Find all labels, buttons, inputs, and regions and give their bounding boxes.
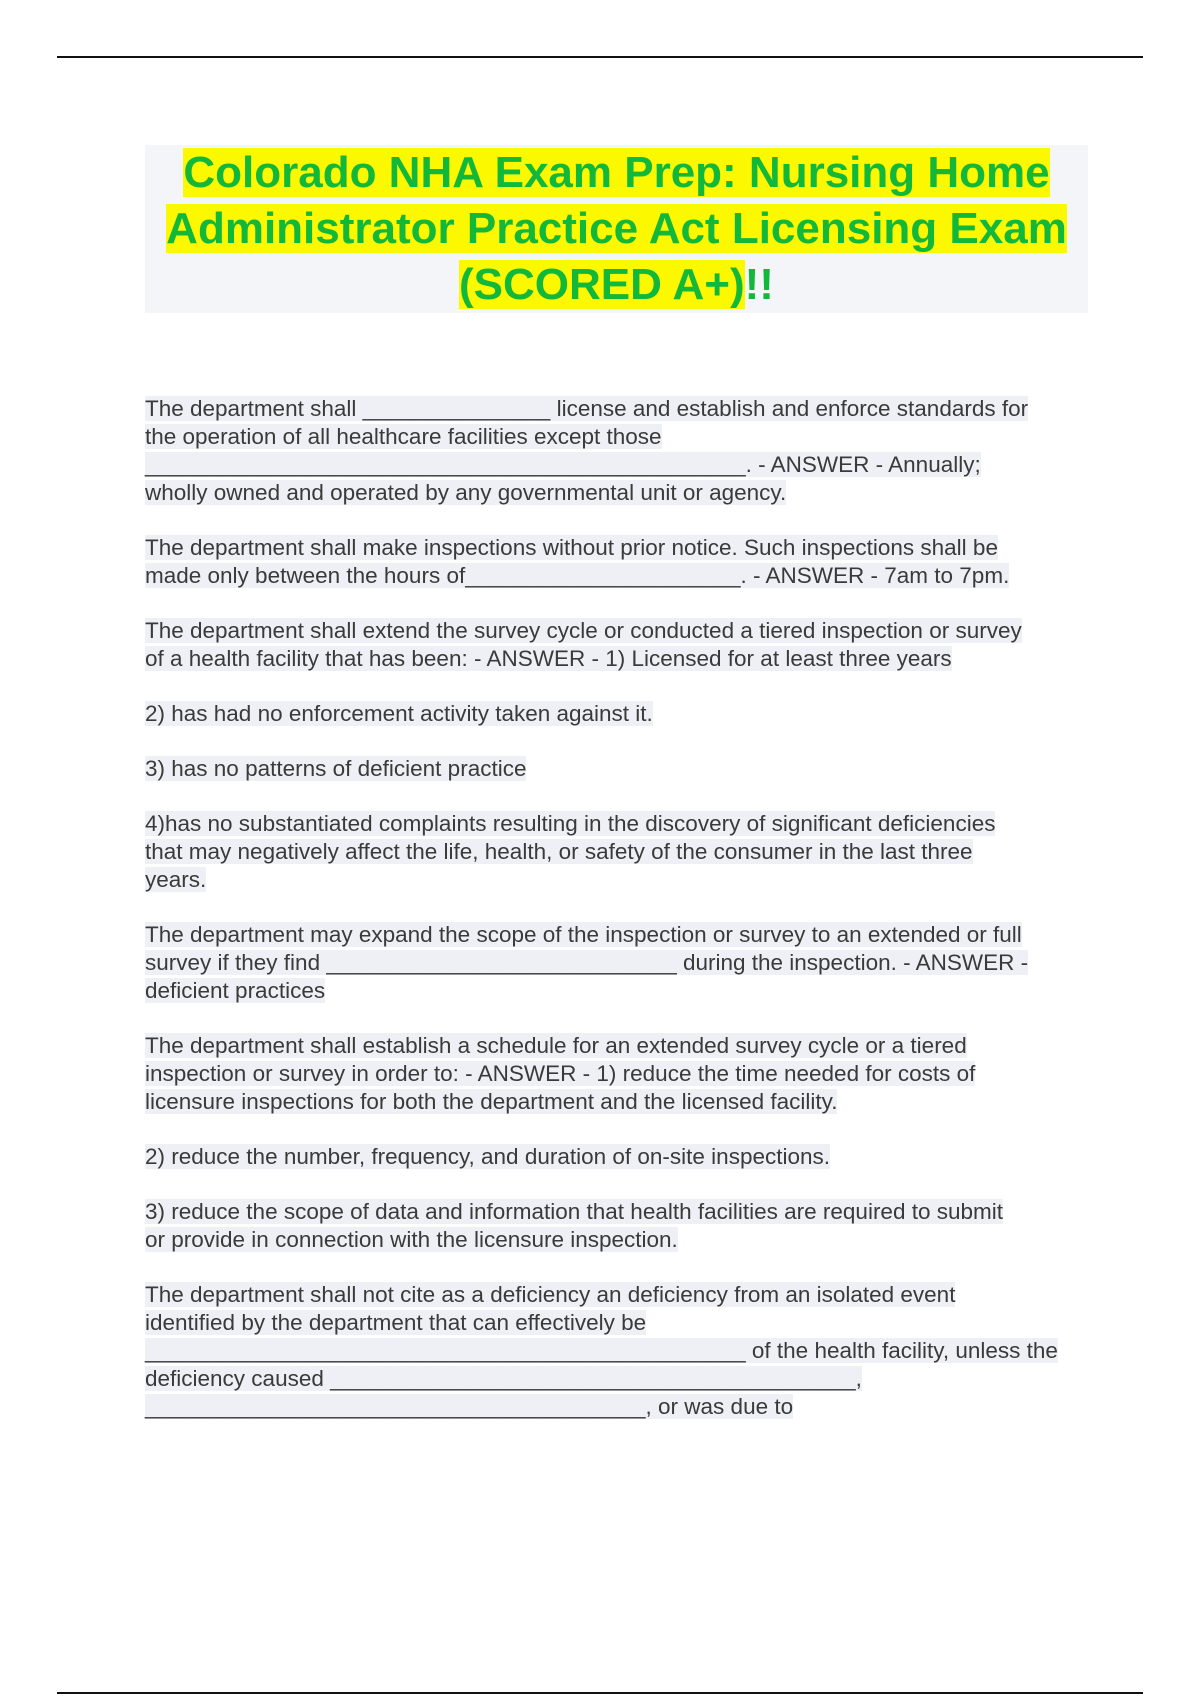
paragraph (145, 617, 1090, 673)
title-panel (145, 145, 1088, 313)
line: made only between the hours of______________________. - ANSWER - 7am to 7pm. (145, 563, 1010, 588)
paragraph (145, 1281, 1090, 1421)
line: The department shall extend the survey cycle or conducted a tiered inspection or survey (145, 618, 1022, 643)
line: identified by the department that can effectively be (145, 1310, 647, 1335)
line: or provide in connection with the licensure inspection. (145, 1227, 678, 1252)
line: survey if they find ____________________________ during the inspection. - ANSWER - (145, 950, 1029, 975)
line: years. (145, 867, 207, 892)
title-suffix: !! (744, 260, 774, 309)
line: the operation of all healthcare facilities except those (145, 424, 662, 449)
line: deficiency caused __________________________________________, (145, 1366, 862, 1391)
paragraph (145, 921, 1090, 1005)
paragraph (145, 700, 1090, 728)
paragraph (145, 810, 1090, 894)
line: deficient practices (145, 978, 326, 1003)
top-rule (57, 56, 1143, 58)
line: wholly owned and operated by any governmental unit or agency. (145, 480, 787, 505)
line: ________________________________________________ of the health facility, unless the (145, 1338, 1058, 1363)
line: 3) reduce the scope of data and information that health facilities are required to submit (145, 1199, 1003, 1224)
line: 2) has had no enforcement activity taken against it. (145, 701, 653, 726)
paragraph (145, 1032, 1090, 1116)
line: The department may expand the scope of the inspection or survey to an extended or full (145, 922, 1022, 947)
document-body (145, 395, 1090, 1421)
line: inspection or survey in order to: - ANSWER - 1) reduce the time needed for costs of (145, 1061, 976, 1086)
line: that may negatively affect the life, health, or safety of the consumer in the last three (145, 839, 973, 864)
line: The department shall make inspections without prior notice. Such inspections shall be (145, 535, 998, 560)
paragraph (145, 1143, 1090, 1171)
bottom-rule (57, 1692, 1143, 1694)
line: of a health facility that has been: - ANSWER - 1) Licensed for at least three years (145, 646, 952, 671)
line: licensure inspections for both the department and the licensed facility. (145, 1089, 838, 1114)
line: The department shall _______________ license and establish and enforce standards for (145, 396, 1029, 421)
line: 3) has no patterns of deficient practice (145, 756, 527, 781)
title-highlight: Colorado NHA Exam Prep: Nursing Home Administrator Practice Act Licensing Exam (SCORED A+) (166, 148, 1067, 309)
paragraph (145, 395, 1090, 507)
paragraph (145, 1198, 1090, 1254)
document-title (145, 145, 1088, 313)
line: The department shall establish a schedule for an extended survey cycle or a tiered (145, 1033, 967, 1058)
line: 4)has no substantiated complaints resulting in the discovery of significant deficiencies (145, 811, 996, 836)
line: 2) reduce the number, frequency, and duration of on-site inspections. (145, 1144, 830, 1169)
paragraph (145, 534, 1090, 590)
line: The department shall not cite as a deficiency an deficiency from an isolated event (145, 1282, 956, 1307)
paragraph (145, 755, 1090, 783)
line: ________________________________________, or was due to (145, 1394, 794, 1419)
line: ________________________________________________. - ANSWER - Annually; (145, 452, 981, 477)
